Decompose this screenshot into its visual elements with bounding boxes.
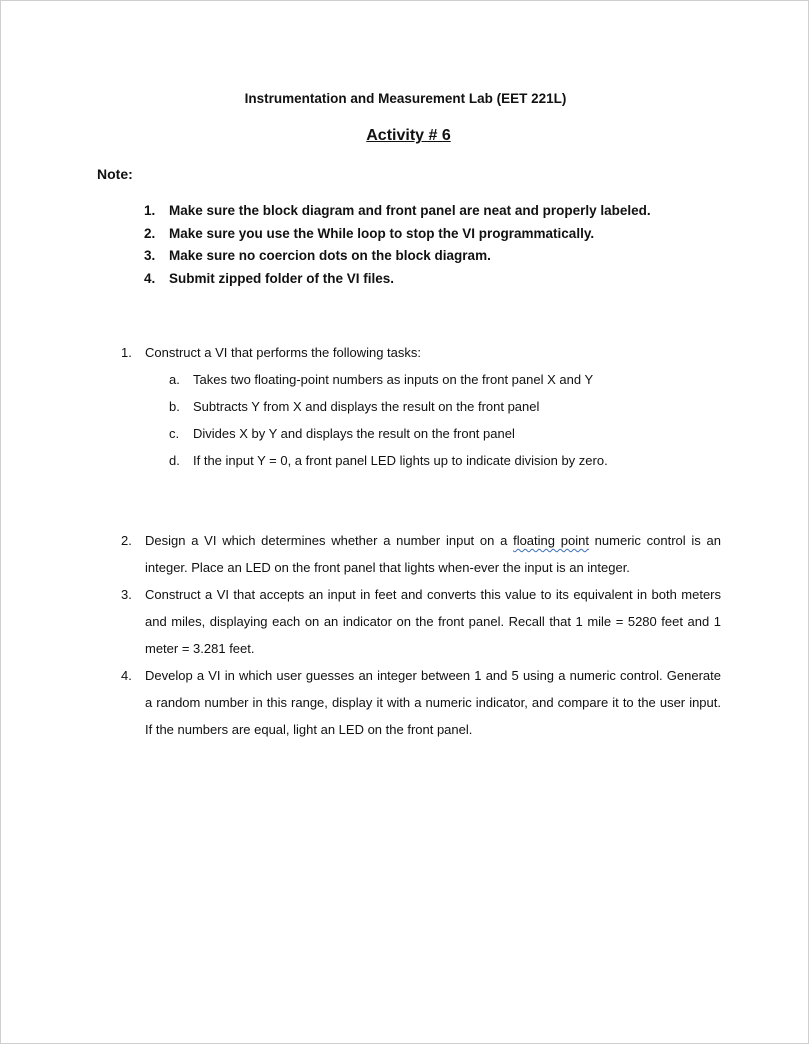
task-item-1	[121, 339, 721, 474]
notes-list	[144, 202, 764, 292]
subtask-text: Subtracts Y from X and displays the result on the front panel	[193, 399, 540, 414]
section-spacer	[121, 474, 721, 527]
task-number: 1.	[121, 345, 132, 360]
task-list	[121, 339, 721, 743]
subtask-letter: c.	[169, 426, 180, 441]
note-item	[144, 270, 764, 293]
task-number: 2.	[121, 533, 132, 548]
course-title: Instrumentation and Measurement Lab (EET 221L)	[244, 91, 567, 106]
subtask-item	[145, 447, 721, 474]
task-number: 4.	[121, 668, 132, 683]
activity-title: Activity # 6	[366, 127, 451, 144]
note-text: Submit zipped folder of the VI files.	[169, 270, 395, 286]
note-number: 4.	[144, 270, 156, 286]
task-item-3	[121, 581, 721, 662]
task-sublist	[145, 366, 721, 474]
task-item-4	[121, 662, 721, 743]
task-number: 3.	[121, 587, 132, 602]
note-item	[144, 202, 764, 225]
subtask-item	[145, 393, 721, 420]
note-text: Make sure no coercion dots on the block diagram.	[169, 248, 491, 263]
note-item	[144, 247, 764, 270]
subtask-text: If the input Y = 0, a front panel LED lights up to indicate division by zero.	[193, 453, 608, 468]
task-text-before: Design a VI which determines whether a number input on a	[145, 533, 514, 548]
subtask-item	[145, 420, 721, 447]
subtask-text: Divides X by Y and displays the result on the front panel	[193, 426, 515, 441]
note-text: Make sure the block diagram and front panel are neat and properly labeled.	[169, 203, 651, 218]
note-number: 1.	[144, 203, 156, 218]
subtask-letter: d.	[169, 453, 180, 468]
spellcheck-marked-text: floating point	[513, 533, 589, 548]
subtask-letter: a.	[169, 372, 180, 387]
subtask-text: Takes two floating-point numbers as inputs on the front panel X and Y	[193, 372, 594, 387]
subtask-item	[145, 366, 721, 393]
task-text: Construct a VI that performs the following tasks:	[145, 345, 422, 360]
subtask-letter: b.	[169, 399, 180, 414]
task-text-after: numeric control is an integer. Place an LED on the front panel that lights when-ever the input is an integer.	[145, 533, 721, 575]
note-item	[144, 225, 764, 248]
task-text: Construct a VI that accepts an input in feet and converts this value to its equivalent in both meters and miles, displaying each on an indicator on the front panel. Recall that 1 mile = 5280 feet and 1 meter = 3.281 feet.	[145, 587, 721, 656]
note-text: Make sure you use the While loop to stop the VI programmatically.	[169, 225, 595, 241]
note-number: 3.	[144, 248, 156, 263]
task-item-2	[121, 527, 721, 581]
note-number: 2.	[144, 225, 156, 241]
note-label: Note:	[97, 166, 133, 182]
task-text: Develop a VI in which user guesses an integer between 1 and 5 using a numeric control. Generate a random number in this range, display it with a numeric indicator, and compare it to the user input. If the numbers are equal, light an LED on the front panel.	[145, 668, 721, 737]
